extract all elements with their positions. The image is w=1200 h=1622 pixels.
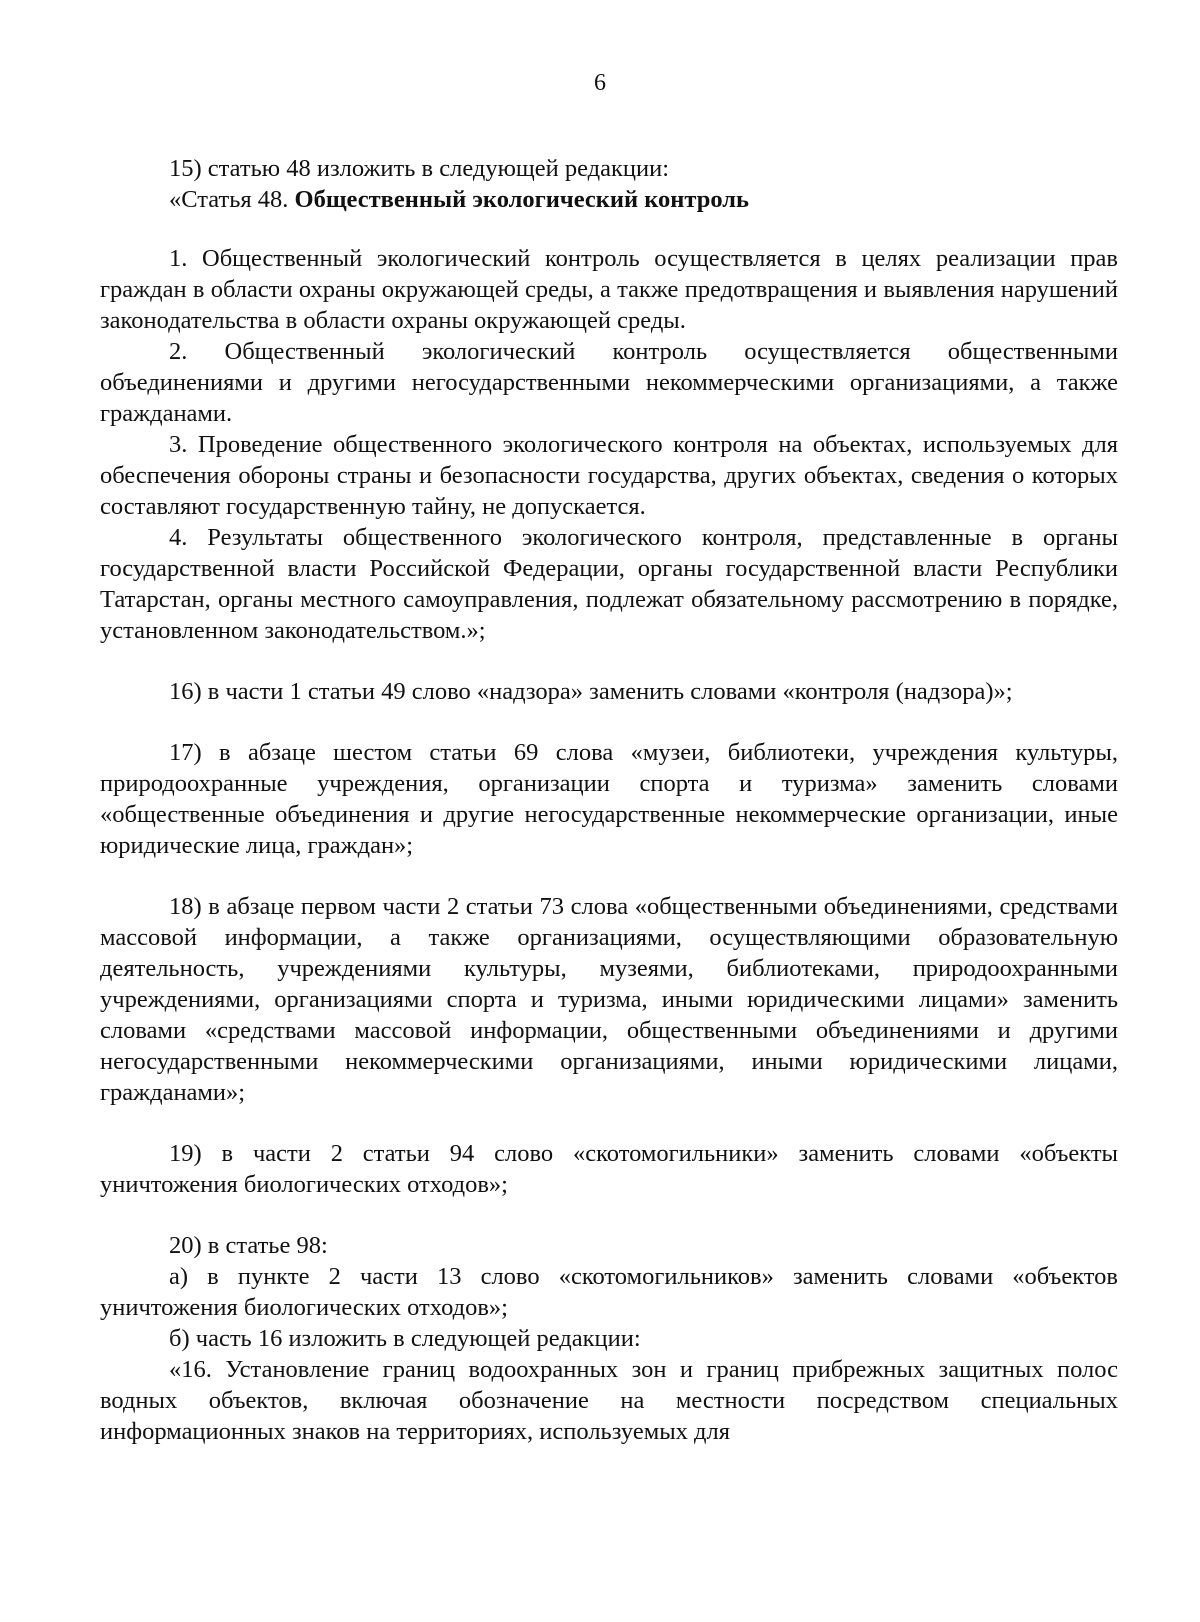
page-number: 6 bbox=[594, 70, 606, 96]
item-18: 18) в абзаце первом части 2 статьи 73 слова «общественными объединениями, средствами массовой информации, а также организациями, осуществляющими образовательную деятельность, учреждениями культуры, музеями, библиотеками, природоохранными учреждениями, организациями спорта и туризма, иными юридическими лицами» заменить словами «средствами массовой информации, общественными объединениями и другими негосударственными некоммерческими организациями, иными юридическими лицами, гражданами»; bbox=[100, 893, 1118, 1106]
article-48-prefix: «Статья 48. bbox=[169, 186, 295, 213]
article-48-paragraph-3: 3. Проведение общественного экологического контроля на объектах, используемых для обеспечения обороны страны и безопасности государства, других объектах, сведения о которых составляют государственную тайну, не допускается. bbox=[100, 431, 1118, 520]
article-48-paragraph-4: 4. Результаты общественного экологического контроля, представленные в органы государственной власти Российской Федерации, органы государственной власти Республики Татарстан, органы местного самоуправления, подлежат обязательному рассмотрению в порядке, установленном законодательством.»; bbox=[100, 524, 1118, 644]
item-17: 17) в абзаце шестом статьи 69 слова «музеи, библиотеки, учреждения культуры, природоохранные учреждения, организации спорта и туризма» заменить словами «общественные объединения и другие негосударственные некоммерческие организации, иные юридические лица, граждан»; bbox=[100, 739, 1118, 859]
item-16: 16) в части 1 статьи 49 слово «надзора» заменить словами «контроля (надзора)»; bbox=[169, 678, 1013, 705]
item-20-intro: 20) в статье 98: bbox=[169, 1232, 328, 1259]
item-15-intro: 15) статью 48 изложить в следующей редакции: bbox=[169, 155, 670, 182]
item-20-b: б) часть 16 изложить в следующей редакции: bbox=[169, 1325, 641, 1352]
article-48-paragraph-2: 2. Общественный экологический контроль осуществляется общественными объединениями и другими негосударственными некоммерческими организациями, а также гражданами. bbox=[100, 338, 1118, 427]
item-20-a: а) в пункте 2 части 13 слово «скотомогильников» заменить словами «объектов уничтожения биологических отходов»; bbox=[100, 1263, 1118, 1321]
item-20-quote: «16. Установление границ водоохранных зон и границ прибрежных защитных полос водных объектов, включая обозначение на местности посредством специальных информационных знаков на территориях, используемых для bbox=[100, 1356, 1118, 1445]
article-48-paragraph-1: 1. Общественный экологический контроль осуществляется в целях реализации прав граждан в области охраны окружающей среды, а также предотвращения и выявления нарушений законодательства в области охраны окружающей среды. bbox=[100, 245, 1118, 334]
article-48-heading bbox=[100, 184, 1118, 215]
item-19: 19) в части 2 статьи 94 слово «скотомогильники» заменить словами «объекты уничтожения биологических отходов»; bbox=[100, 1140, 1118, 1198]
document-body bbox=[100, 153, 1118, 1447]
article-48-title: Общественный экологический контроль bbox=[294, 186, 749, 213]
